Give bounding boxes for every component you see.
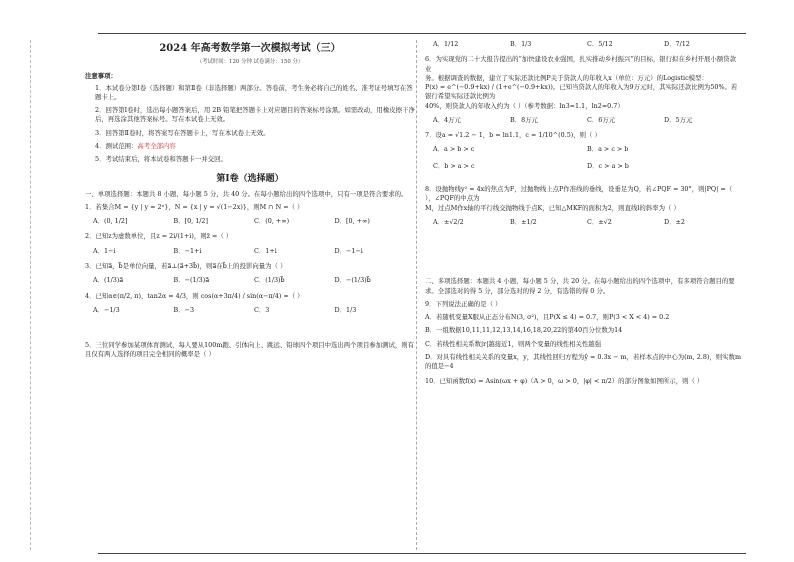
q1-option-a: A．(0, 1/2] <box>93 217 128 226</box>
q1-option-d: D．[0, +∞) <box>334 217 370 226</box>
part-1-intro: 一、单项选择题：本题共 8 小题，每小题 5 分，共 40 分。在每小题给出的四个选项中，只有一项是符合要求的。 <box>85 189 408 198</box>
left-column <box>85 38 415 363</box>
q4-option-b: B．−3 <box>173 305 195 314</box>
q6-option-a: A．4万元 <box>433 115 461 124</box>
q1-option-c: C．(0, +∞) <box>254 217 290 226</box>
q3-option-c: C．(1/3)b⃗ <box>254 276 285 285</box>
q3-option-a: A．(1/3)a⃗ <box>93 276 124 285</box>
q3-option-d: D．−(1/3)b⃗ <box>334 276 371 285</box>
q8-option-a: A．±√2/2 <box>433 217 464 226</box>
exam-title: 2024 年高考数学第一次模拟考试（三） <box>159 43 341 54</box>
q4-option-d: D．1/3 <box>334 305 357 314</box>
q2-option-c: C．1+i <box>254 246 277 255</box>
q2-option-a: A．1−i <box>93 246 116 255</box>
notice-heading: 注意事项： <box>85 72 117 81</box>
question-3-options <box>85 276 415 285</box>
q8-option-c: C．±√2 <box>587 217 612 226</box>
question-6-options <box>425 116 741 125</box>
notice-5: 5．考试结束后，将本试卷和答题卡一并交回。 <box>95 155 227 164</box>
notice-3: 3．回答第Ⅱ卷时，将答案写在答题卡上，写在本试卷上无效。 <box>95 128 270 137</box>
q8-option-b: B．±1/2 <box>510 217 537 226</box>
q5-option-a: A．1/12 <box>433 40 459 48</box>
q2-option-b: B．−1+i <box>173 246 202 255</box>
question-1-options <box>85 217 415 226</box>
notice-4 <box>85 142 415 151</box>
q3-option-b: B．−(1/3)a⃗ <box>173 276 210 285</box>
q9-option-d: D．对具有线性相关关系的变量x，y，其线性回归方程为ŷ = 0.3x − m，若样本点的中心为(m, 2.8)，则实数m的值是−4 <box>425 352 742 371</box>
q9-option-a: A．若随机变量X服从正态分布N(3, σ²)，且P(X ≤ 4) = 0.7，则P(3 < X < 4) = 0.2 <box>425 313 670 322</box>
question-2-options <box>85 247 415 256</box>
binding-gutter <box>8 40 31 550</box>
q9-option-c: C．若线性相关系数|r|越接近1，则两个变量的线性相关性越强 <box>425 339 602 348</box>
q5-option-b: B．1/3 <box>510 40 532 48</box>
q6-option-d: D．5万元 <box>664 115 693 124</box>
bottom-border <box>98 553 746 554</box>
question-1: 1．若集合M = {y | y = 2ˣ}，N = {x | y = √(1−2x)}，则M ∩ N =（ ） <box>85 202 304 211</box>
q5-option-d: D．7/12 <box>664 40 690 48</box>
q8-line-2: M，过点M作x轴的平行线交抛物线于点K，已知△MKF的面积为2，则直线l的斜率为（ ） <box>425 203 680 212</box>
notice-4-label: 4．测试范围： <box>95 142 138 151</box>
question-10: 10．已知函数f(x) = Asin(ωx + φ)（A > 0，ω > 0，|φ| < π/2）的部分图象如图所示，则（ ） <box>425 377 704 386</box>
question-9: 9．下列说法正确的是（ ） <box>425 299 502 308</box>
question-4-options <box>85 306 415 315</box>
q7-option-a: A．a > b > c <box>433 144 475 153</box>
q6-line-4: 40%，则贷款人的年收入约为（ ）（参考数据：ln3≈1.1，ln2≈0.7） <box>425 101 624 110</box>
q5-option-c: C．5/12 <box>587 40 613 48</box>
q7-option-c: C．b > a > c <box>433 161 475 170</box>
right-column <box>425 38 741 390</box>
q4-option-a: A．−1/3 <box>93 305 120 314</box>
q7-option-b: B．a > c > b <box>587 144 629 153</box>
question-7-options <box>425 145 741 180</box>
section-1-title: 第Ⅰ卷（选择题） <box>216 173 284 184</box>
part-2-intro: 二、多项选择题：本题共 4 小题，每小题 5 分，共 20 分。在每小题给出的四个选项中，有多项符合题目的要求。全部选对的得 5 分，部分选对的得 2 分，有选错的得 0 分。 <box>425 277 735 295</box>
notice-1: 1．本试卷分第Ⅰ卷（选择题）和第Ⅱ卷（非选择题）两部分。答卷前，考生务必将自己的姓名、准考证号填写在答题卡上。 <box>95 83 413 101</box>
q2-option-d: D．−1−i <box>334 246 363 255</box>
question-4: 4．已知α∈(π/2, π)，tan2α = 4/3，则 cos(α+3π/4) / sin(α−π/4) =（ ） <box>85 291 304 300</box>
q8-option-d: D．±2 <box>664 217 685 226</box>
question-7: 7．设a = √1.2 − 1，b = ln1.1，c = 1/10^(0.5)，则（ ） <box>425 131 601 140</box>
question-8-options <box>425 218 741 227</box>
q6-line-3: P(x) = e^(−0.9+kx) / (1+e^(−0.9+kx))。已知当贷款人的年收入为9万元时，其实际还款比例为50%。若银行希望实际还款比例为 <box>425 83 738 101</box>
notice-2: 2．回答第Ⅰ卷时，选出每小题答案后，用 2B 铅笔把答题卡上对应题目的答案标号涂黑。如需改动，用橡皮擦干净后，再选涂其他答案标号。写在本试卷上无效。 <box>95 106 415 124</box>
column-divider <box>416 40 417 550</box>
q6-option-c: C．6万元 <box>587 115 616 124</box>
question-5: 5．三位同学参加某项体育测试，每人要从100m跑、引体向上、跳远、铅球四个项目中选出两个项目参加测试，则有且仅有两人选择的项目完全相同的概率是（ ） <box>85 341 415 359</box>
q9-option-b: B．一组数据10,11,11,12,13,14,16,18,20,22的第40百分位数为14 <box>425 326 623 335</box>
question-8 <box>425 185 741 213</box>
q6-line-2: 务。根据调查的数据，建立了实际还款比例P关于贷款人的年收入x（单位：万元）的Logistic模型： <box>425 73 708 82</box>
question-5-options <box>425 40 741 49</box>
exam-subtitle: （考试时间：120 分钟 试卷满分：150 分） <box>196 58 304 65</box>
q6-line-1: 6．为实现党的二十大报告提出的“加快建设农业强国，扎实推动乡村振兴”的目标，银行拟在乡村开展小额贷款业 <box>425 55 736 73</box>
question-2: 2．已知z为虚数单位，且z = 2i/(1+i)，则z̄ =（ ） <box>85 232 233 241</box>
q4-option-c: C．3 <box>254 305 270 314</box>
q1-option-b: B．[0, 1/2] <box>173 217 208 226</box>
top-border <box>98 33 746 34</box>
q8-line-1: 8．设抛物线y² = 4x的焦点为F，过抛物线上点P作准线的垂线，设垂足为Q，若∠PQF = 30°，则|PQ| =（ ），∠PQF的中点为 <box>425 185 733 203</box>
question-6 <box>425 55 741 111</box>
notice-4-scope: 高考全部内容 <box>137 142 176 151</box>
question-3: 3．已知a⃗，b⃗是单位向量，若a⃗⊥(a⃗+3b⃗)，则a⃗在b⃗上的投影向量为（ ） <box>85 262 287 271</box>
q7-option-d: D．c > a > b <box>587 161 629 170</box>
q6-option-b: B．8万元 <box>510 115 538 124</box>
